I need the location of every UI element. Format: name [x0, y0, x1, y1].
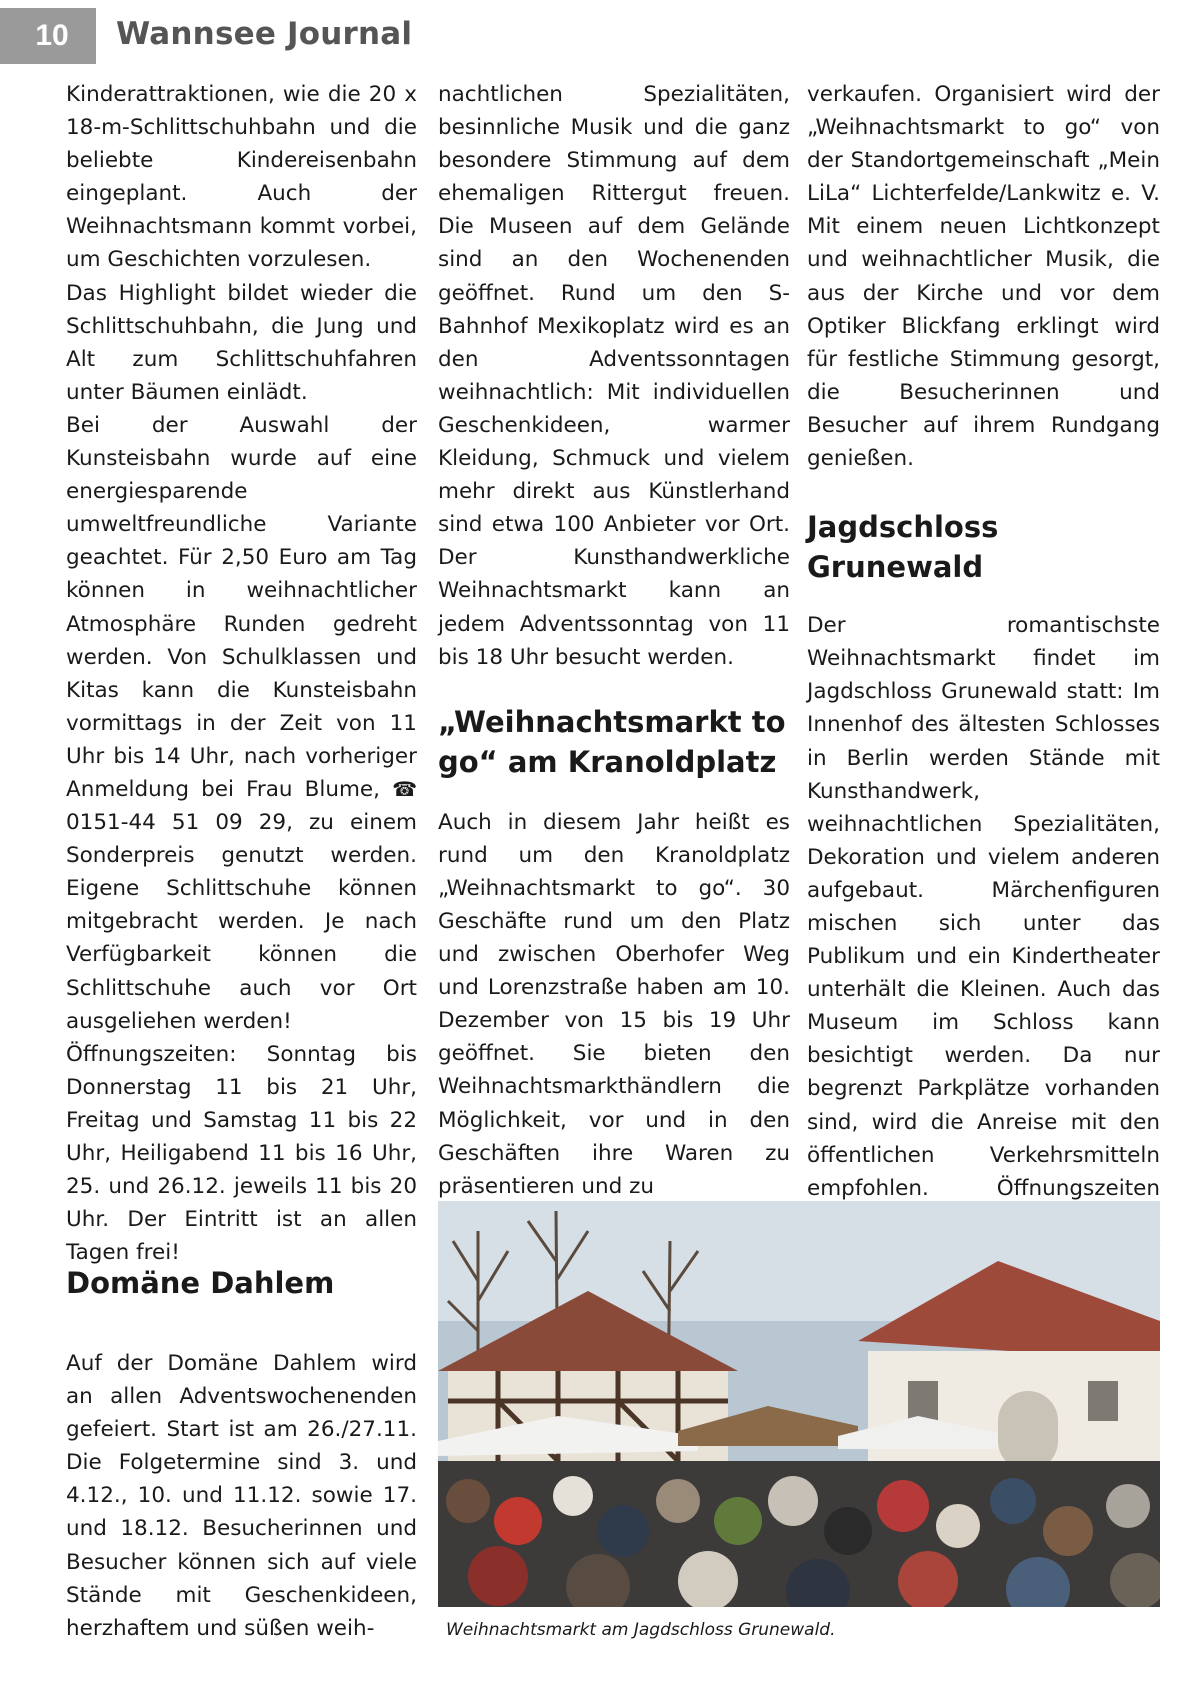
phone-text: 0151-44 51 09 29, zu einem Sonderpreis genutzt werden. Eigene Schlittschuhe können mitgebracht werden. Je nach Verfügbarkeit können die Schlittschuhe auch vor Ort ausgeliehen werden! — [66, 810, 417, 1034]
column-2 — [438, 78, 790, 1203]
paragraph-highlight: Das Highlight bildet wieder die Schlittschuhbahn, die Jung und Alt zum Schlittschuhfahren unter Bäumen einlädt. — [66, 280, 417, 405]
kunsteisbahn-text: Bei der Auswahl der Kunsteisbahn wurde auf eine energiesparende umweltfreundliche Variante geachtet. Für 2,50 Euro am Tag können in weihnachtlicher Atmosphäre Runden gedreht werden. Von Schulklassen und Kitas kann die Kunsteisbahn vormittags in der Zeit von 11 Uhr bis 14 Uhr, nach vorheriger Anmeldung bei Frau Blume, — [66, 412, 417, 802]
photo-caption: Weihnachtsmarkt am Jagdschloss Grunewald. — [446, 1620, 836, 1640]
paragraph-kinderattraktionen: Kinderattraktionen, wie die 20 x 18-m-Schlittschuhbahn und die beliebte Kindereisenbahn eingeplant. Auch der Weihnachtsmann kommt vorbei, um Geschichten vorzulesen. — [66, 82, 417, 273]
column-3 — [807, 78, 1160, 1304]
heading-domaene-dahlem: Domäne Dahlem — [66, 1266, 335, 1300]
paragraph-kunsteisbahn — [66, 409, 417, 1038]
paragraph-kranoldplatz: Auch in diesem Jahr heißt es rund um den Kranoldplatz „Weihnachtsmarkt to go“. 30 Geschäfte rund um den Platz und zwischen Oberhofer Weg und Lorenzstraße haben am 10. Dezember von 15 bis 19 Uhr geöffnet. Sie bieten den Weihnachtsmarkthändlern die Möglichkeit, vor und in den Geschäften ihre Waren zu präsentieren und zu — [438, 809, 790, 1199]
phone-icon: ☎ — [392, 776, 417, 801]
paragraph-spezialitaeten: nachtlichen Spezialitäten, besinnliche Musik und die ganz besondere Stimmung auf dem ehemaligen Rittergut freuen. Die Museen auf dem Gelände sind an den Wochenenden geöffnet. Rund um den S-Bahnhof Mexikoplatz wird es an den Adventssonntagen weihnachtlich: Mit individuellen Geschenkideen, warmer Kleidung, Schmuck und vielem mehr direkt aus Künstlerhand sind etwa 100 Anbieter vor Ort. Der Kunsthandwerkliche Weihnachtsmarkt kann an jedem Adventssonntag von 11 bis 18 Uhr besucht werden. — [438, 82, 790, 670]
heading-jagdschloss-grunewald: Jagdschloss Grunewald — [807, 510, 999, 585]
column-1 — [66, 78, 417, 1269]
paragraph-organisiert: verkaufen. Organisiert wird der „Weihnachtsmarkt to go“ von der Standortgemeinschaft „Mein LiLa“ Lichterfelde/Lankwitz e. V. Mit einem neuen Lichtkonzept und weihnachtlicher Musik, die aus der Kirche und vor dem Optiker Blickfang erklingt wird für festliche Stimmung gesorgt, die Besucherinnen und Besucher auf ihrem Rundgang genießen. — [807, 82, 1160, 472]
jagdschloss-text: Der romantischste Weihnachtsmarkt findet im Jagdschloss Grunewald statt: Im Innenhof des ältesten Schlosses in Berlin werden Stände mit Kunsthandwerk, weihnachtlichen Spezialitäten, Dekoration und vielem anderen aufgebaut. Märchenfiguren mischen sich unter das Publikum und ein Kindertheater unterhält die Kleinen. Auch das Museum im Schloss kann besichtigt werden. Da nur begrenzt Parkplätze vorhanden sind, wird die Anreise mit den öffentlichen Verkehrsmitteln empfohlen. Öffnungszeiten — [807, 613, 1160, 1201]
page-header — [0, 0, 1200, 72]
paragraph-jagdschloss — [807, 609, 1160, 1271]
paragraph-oeffnungszeiten: Öffnungszeiten: Sonntag bis Donnerstag 11 bis 21 Uhr, Freitag und Samstag 11 bis 22 Uhr, Heiligabend 11 bis 16 Uhr, 25. und 26.12. jeweils 11 bis 20 Uhr. Der Eintritt ist an allen Tagen frei! — [66, 1041, 417, 1266]
page-number: 10 — [0, 8, 96, 64]
heading-weihnachtsmarkt-to-go: „Weihnachtsmarkt to go“ am Kranoldplatz — [438, 704, 786, 779]
journal-title: Wannsee Journal — [116, 16, 413, 52]
paragraph-domaene-dahlem: Auf der Domäne Dahlem wird an allen Adventswochenenden gefeiert. Start ist am 26./27.11. Die Folgetermine sind 3. und 4.12., 10. und 11.12. sowie 17. und 18.12. Besucherinnen und Besucher können sich auf viele Stände mit Geschenkideen, herzhaftem und süßen weih- — [66, 1351, 417, 1641]
photo-jagdschloss-market — [438, 1201, 1160, 1607]
photo-illustration — [438, 1201, 1160, 1607]
